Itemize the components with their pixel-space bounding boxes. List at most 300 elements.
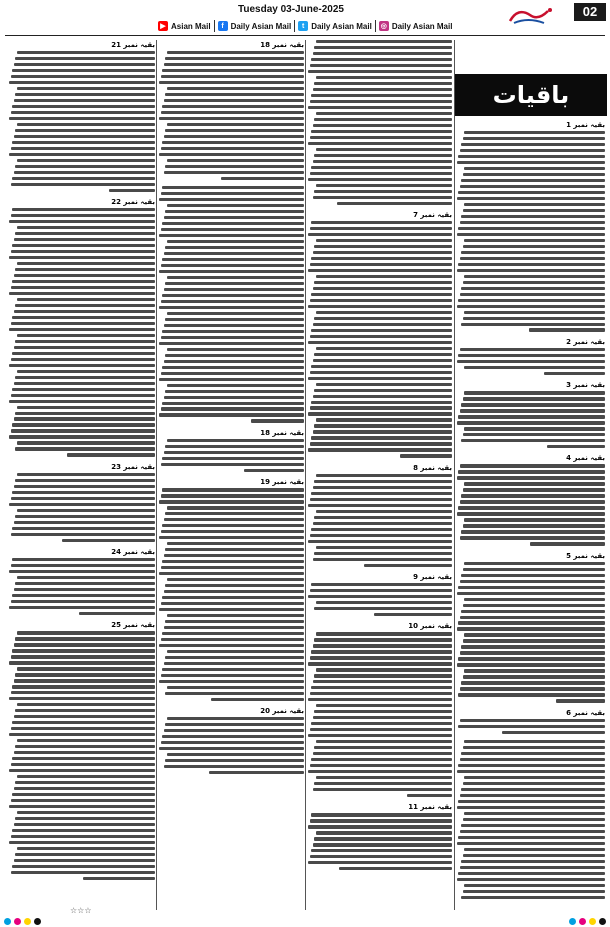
text-line [314,317,452,320]
text-line [311,583,452,586]
continuation-heading: بقیہ نمبر 21 [111,41,155,49]
social-label[interactable]: Daily Asian Mail [311,21,372,31]
text-line [313,251,452,254]
text-line [316,668,452,671]
text-line [9,570,155,573]
youtube-icon[interactable]: ▶ [158,21,168,31]
text-line [9,841,155,844]
text-line [161,741,304,744]
text-line [12,388,155,391]
text-line [11,763,155,766]
text-line [17,667,155,670]
text-line [308,233,452,236]
text-line [464,482,605,485]
text-line [460,500,606,503]
text-line [530,542,605,545]
text-line [464,633,605,636]
text-line [308,412,452,415]
text-line [314,118,452,121]
text-line [11,497,155,500]
text-line [17,509,155,512]
text-line [83,877,155,880]
text-line [17,51,155,54]
text-line [159,413,304,416]
continuation-heading: بقیہ نمبر 23 [111,462,155,471]
text-line [311,436,452,439]
article-continuation [455,740,605,900]
text-line [165,656,304,659]
text-line [311,94,452,97]
text-line [161,463,304,466]
text-line [464,884,605,887]
text-line [457,305,606,308]
text-line [165,93,304,96]
header-rule [5,35,605,36]
text-line [221,177,304,180]
text-line [308,504,452,507]
text-line [308,142,452,145]
article-continuation [158,186,304,423]
text-line [162,69,304,72]
text-line [11,250,155,253]
text-line [310,498,452,501]
text-line [458,872,605,875]
text-line [463,854,606,857]
text-line [17,811,155,814]
continuation-heading: بقیہ نمبر 10 [408,622,452,631]
text-line [164,99,304,102]
text-line [458,764,605,767]
text-line [308,861,452,864]
text-line [167,240,304,243]
continuation-heading: بقیہ نمبر 24 [111,548,155,556]
text-line [316,40,452,43]
text-line [15,817,155,820]
text-line [460,409,606,412]
text-line [316,383,452,386]
text-line [209,771,304,774]
text-line [161,192,304,195]
text-line [310,819,452,822]
text-line [17,87,155,90]
text-line [165,723,304,726]
text-line [12,244,155,247]
text-line [9,733,155,736]
text-line [313,430,452,433]
text-line [162,596,304,599]
text-line [457,269,606,272]
text-line [165,246,304,249]
text-line [12,423,155,426]
text-line [310,442,452,445]
text-line [463,488,606,491]
text-line [313,323,452,326]
text-line [310,227,452,230]
text-line [458,506,605,509]
text-line [308,448,452,451]
text-line [461,681,605,684]
text-line [311,257,452,260]
text-line [12,352,155,355]
text-line [12,757,155,760]
facebook-icon[interactable]: f [218,21,228,31]
text-line [457,476,606,479]
text-line [162,222,304,225]
text-line [310,406,452,409]
text-line [11,183,155,186]
text-line [461,287,605,290]
text-line [12,649,155,652]
continuation-heading: بقیہ نمبر 2 [566,337,605,346]
article-continuation [8,41,155,192]
text-line [457,806,606,809]
text-line [9,769,155,772]
text-line [458,263,605,266]
text-line [162,402,304,405]
text-line [310,100,452,103]
text-line [311,686,452,689]
text-line [463,209,606,212]
text-line [460,651,606,654]
text-line [463,746,606,749]
text-line [313,359,452,362]
text-line [460,719,606,722]
text-line [463,890,606,893]
text-line [164,729,304,732]
continuation-heading: بقیہ نمبر 4 [566,454,605,463]
text-line [14,521,155,524]
text-line [15,709,155,712]
registration-mark [34,918,41,925]
text-line [167,614,304,617]
text-line [161,602,304,605]
text-line [308,662,452,665]
text-line [457,842,606,845]
continuation-heading: بقیہ نمبر 18 [260,428,304,437]
text-line [457,878,606,881]
text-line [15,268,155,271]
text-line [460,866,606,869]
instagram-icon[interactable]: ◎ [380,23,387,30]
text-line [460,758,606,761]
text-line [161,638,304,641]
text-line [310,656,452,659]
page-number: 02 [574,3,606,21]
social-label[interactable]: Daily Asian Mail [391,21,453,31]
text-line [308,377,452,380]
text-line [15,479,155,482]
text-line [159,500,304,503]
text-line [165,129,304,132]
text-line [17,441,155,444]
text-line [460,536,606,539]
text-line [167,686,304,689]
text-line [313,680,452,683]
text-line [400,454,452,457]
text-line [460,185,606,188]
continuation-heading: بقیہ نمبر 5 [566,551,605,560]
text-line [17,473,155,476]
text-line [161,111,304,114]
text-line [9,697,155,700]
text-line [14,417,155,420]
text-line [314,837,452,840]
text-line [15,57,155,60]
twitter-icon[interactable]: t [298,21,308,31]
continuation-heading: بقیہ نمبر 18 [260,41,304,49]
text-line [159,747,304,750]
text-line [461,752,605,755]
text-line [311,329,452,332]
article-continuation [8,548,155,615]
text-line [464,275,605,278]
text-line [461,896,605,899]
text-line [165,57,304,60]
article-continuation [158,478,304,701]
text-line [463,173,606,176]
text-line [308,698,452,701]
text-line [159,644,304,647]
text-line [159,680,304,683]
text-line [458,800,605,803]
text-line [17,334,155,337]
text-line [458,191,605,194]
continuation-heading: بقیہ نمبر 20 [260,707,304,715]
text-line [316,740,452,743]
text-line [464,776,605,779]
text-line [15,637,155,640]
text-line [313,522,452,525]
text-line [464,812,605,815]
text-line [310,371,452,374]
text-line [464,848,605,851]
text-line [11,358,155,361]
text-line [15,304,155,307]
text-line [316,704,452,707]
text-line [17,631,155,634]
text-line [311,758,452,761]
text-line [313,644,452,647]
text-line [159,198,304,201]
text-line [461,645,605,648]
text-line [316,275,452,278]
text-line [308,734,452,737]
text-line [374,613,452,616]
text-line [167,348,304,351]
text-line [457,360,606,363]
text-line [159,81,304,84]
text-line [460,257,606,260]
issue-date: Tuesday 03-June-2025 [238,4,344,15]
text-line [14,859,155,862]
text-line [9,220,155,223]
text-line [464,391,605,394]
social-label[interactable]: Daily Asian Mail [230,21,292,31]
text-line [311,166,452,169]
text-line [314,607,452,610]
article-continuation [8,621,155,880]
text-line [12,491,155,494]
text-line [464,669,605,672]
article-continuation [8,198,155,457]
text-line [164,63,304,66]
text-line [461,179,605,182]
text-line [12,721,155,724]
text-line [165,445,304,448]
text-line [313,287,452,290]
text-line [17,406,155,409]
text-line [11,322,155,325]
text-line [159,378,304,381]
text-line [11,214,155,217]
text-line [316,239,452,242]
article-continuation [8,463,155,542]
text-line [316,510,452,513]
text-line [313,788,452,791]
article-continuation [455,454,605,545]
text-line [164,135,304,138]
text-line [161,147,304,150]
text-line [458,621,605,624]
text-line [11,429,155,432]
text-line [165,584,304,587]
text-line [460,293,606,296]
text-line [14,787,155,790]
text-line [308,825,452,828]
text-line [162,524,304,527]
text-line [311,650,452,653]
text-line [12,558,155,561]
text-line [161,372,304,375]
text-line [313,88,452,91]
text-line [167,753,304,756]
text-line [463,782,606,785]
text-line [461,439,605,442]
text-line [12,829,155,832]
text-line [311,365,452,368]
text-line [9,400,155,403]
article-continuation [307,211,452,458]
text-line [314,674,452,677]
text-column [455,120,605,900]
text-line [165,318,304,321]
text-line [311,221,452,224]
text-line [14,485,155,488]
text-line [314,782,452,785]
text-line [316,311,452,314]
text-line [314,245,452,248]
text-line [12,208,155,211]
text-line [164,518,304,521]
text-line [9,328,155,331]
text-line [458,299,605,302]
text-line [311,813,452,816]
text-line [162,141,304,144]
text-line [461,824,605,827]
text-line [9,81,155,84]
text-line [310,534,452,537]
text-line [167,578,304,581]
social-label[interactable]: Asian Mail [171,21,211,31]
text-line [310,335,452,338]
text-line [457,770,606,773]
text-line [12,105,155,108]
text-line [460,580,606,583]
text-line [15,781,155,784]
continuation-heading: بقیہ نمبر 11 [408,803,452,812]
text-line [11,533,155,536]
text-line [316,148,452,151]
text-line [161,674,304,677]
column-divider [454,40,455,910]
text-line [313,558,452,561]
text-line [460,464,606,467]
text-line [165,354,304,357]
continuation-heading: بقیہ نمبر 6 [566,708,605,717]
text-line [159,270,304,273]
text-line [460,794,606,797]
text-line [11,147,155,150]
text-line [308,106,452,109]
text-line [9,435,155,438]
text-line [17,298,155,301]
text-line [458,354,605,357]
text-line [457,663,606,666]
text-line [12,527,155,530]
text-line [15,673,155,676]
text-line [457,421,606,424]
divider [294,20,295,32]
text-line [314,281,452,284]
text-line [11,111,155,114]
text-line [161,228,304,231]
text-line [11,655,155,658]
text-line [79,612,155,615]
text-line [159,234,304,237]
text-column [158,40,304,900]
section-title: باقیات [455,74,607,116]
text-line [311,722,452,725]
text-line [9,117,155,120]
text-line [12,865,155,868]
continuation-heading: بقیہ نمبر 8 [413,463,452,472]
text-line [316,184,452,187]
text-line [314,638,452,641]
text-line [162,735,304,738]
text-line [14,346,155,349]
text-line [17,576,155,579]
text-line [556,699,606,702]
newspaper-masthead-logo [504,3,559,29]
registration-mark [599,918,606,925]
text-line [11,727,155,730]
text-line [14,274,155,277]
text-line [458,470,605,473]
text-line [159,153,304,156]
text-line [308,770,452,773]
text-line [164,360,304,363]
text-line [14,63,155,66]
text-line [464,203,605,206]
text-line [14,135,155,138]
text-line [316,776,452,779]
text-line [458,725,605,728]
text-line [364,564,452,567]
text-line [461,403,605,406]
text-line [12,280,155,283]
text-line [167,650,304,653]
text-line [162,457,304,460]
